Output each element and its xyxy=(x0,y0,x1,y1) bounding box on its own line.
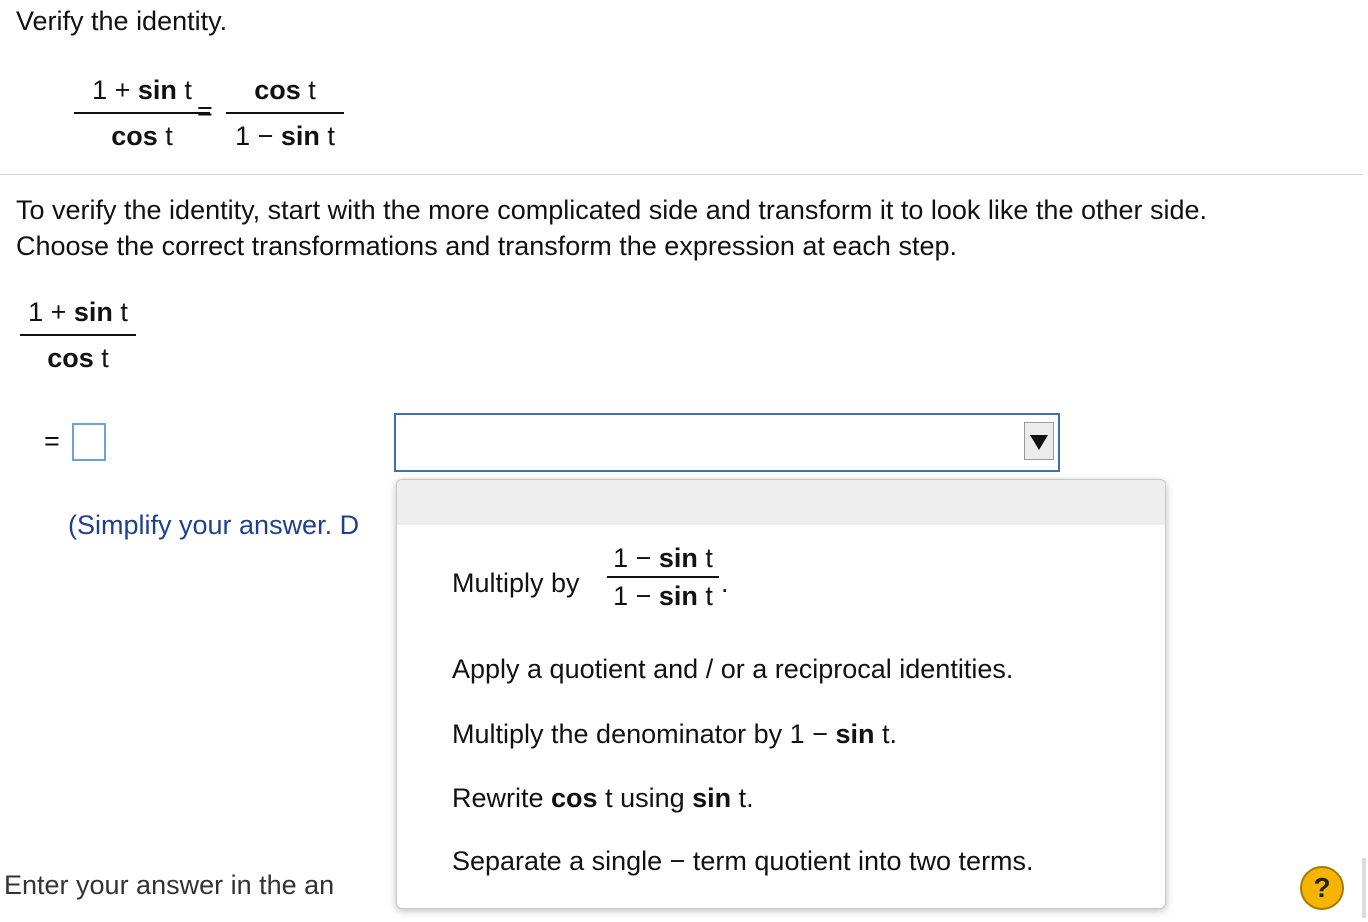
start-denominator xyxy=(20,342,136,374)
start-den-post: t xyxy=(93,343,109,373)
left-num-bold: sin xyxy=(137,75,177,105)
right-den-pre: 1 − xyxy=(235,121,281,151)
opt3-pre: Multiply the denominator by 1 − xyxy=(452,719,836,749)
opt1-den-pre: 1 − xyxy=(613,581,659,611)
opt4-pre: Rewrite xyxy=(452,783,552,813)
opt1-num-pre: 1 − xyxy=(613,543,659,573)
fraction-bar xyxy=(607,576,719,578)
transformation-dropdown-menu xyxy=(396,479,1166,909)
left-num-post: t xyxy=(176,75,192,105)
option-rewrite-cos-using-sin[interactable] xyxy=(452,783,754,814)
left-den-post: t xyxy=(157,121,173,151)
identity-left-numerator xyxy=(74,74,210,106)
option-1-prefix: Multiply by xyxy=(452,568,580,598)
start-num-post: t xyxy=(112,297,128,327)
identity-left-fraction xyxy=(74,74,210,152)
simplify-note: (Simplify your answer. D xyxy=(68,510,360,540)
left-den-bold: cos xyxy=(111,121,158,151)
option-1-numerator xyxy=(607,542,719,574)
option-1-suffix: . xyxy=(721,568,729,598)
problem-title: Verify the identity. xyxy=(16,6,228,36)
option-1-denominator xyxy=(607,580,719,612)
option-apply-quotient-identities[interactable]: Apply a quotient and / or a reciprocal identities. xyxy=(452,654,1014,684)
opt4-bold-1: cos xyxy=(551,783,598,813)
opt3-post: t. xyxy=(874,719,897,749)
right-den-post: t xyxy=(319,121,335,151)
opt3-bold: sin xyxy=(835,719,875,749)
option-multiply-denominator[interactable] xyxy=(452,719,897,750)
right-den-bold: sin xyxy=(280,121,320,151)
start-numerator xyxy=(20,296,136,328)
opt4-post: t. xyxy=(731,783,754,813)
opt1-den-post: t xyxy=(697,581,713,611)
right-num-bold: cos xyxy=(254,75,301,105)
help-icon[interactable]: ? xyxy=(1300,866,1344,910)
opt1-num-bold: sin xyxy=(658,543,698,573)
start-den-bold: cos xyxy=(47,343,94,373)
fraction-bar xyxy=(74,112,210,114)
opt1-num-post: t xyxy=(697,543,713,573)
option-1-fraction xyxy=(607,542,719,612)
identity-right-numerator xyxy=(226,74,344,106)
identity-right-fraction xyxy=(226,74,344,152)
start-num-bold: sin xyxy=(73,297,113,327)
identity-equals: = xyxy=(197,96,213,126)
fraction-bar xyxy=(226,112,344,114)
start-expression xyxy=(20,296,136,374)
identity-right-denominator xyxy=(226,120,344,152)
dropdown-header xyxy=(397,480,1165,525)
dropdown-arrow-icon[interactable] xyxy=(1024,422,1054,460)
footer-instruction: Enter your answer in the an xyxy=(4,870,335,900)
instructions-line-2: Choose the correct transformations and transform the expression at each step. xyxy=(16,231,957,261)
right-num-post: t xyxy=(300,75,316,105)
option-separate-quotient[interactable]: Separate a single − term quotient into two terms. xyxy=(452,846,1034,876)
opt1-den-bold: sin xyxy=(658,581,698,611)
identity-left-denominator xyxy=(74,120,210,152)
section-divider xyxy=(0,174,1362,175)
answer-input[interactable] xyxy=(72,423,106,461)
instructions-line-1: To verify the identity, start with the more complicated side and transform it to look like the other side. xyxy=(16,195,1208,225)
opt4-mid: t using xyxy=(597,783,693,813)
left-num-pre: 1 + xyxy=(92,75,138,105)
answer-equals: = xyxy=(44,426,60,456)
start-num-pre: 1 + xyxy=(28,297,74,327)
scrollbar-edge xyxy=(1362,858,1366,918)
transformation-select[interactable] xyxy=(394,413,1060,472)
instructions xyxy=(16,192,1361,264)
opt4-bold-2: sin xyxy=(692,783,732,813)
fraction-bar xyxy=(20,334,136,336)
